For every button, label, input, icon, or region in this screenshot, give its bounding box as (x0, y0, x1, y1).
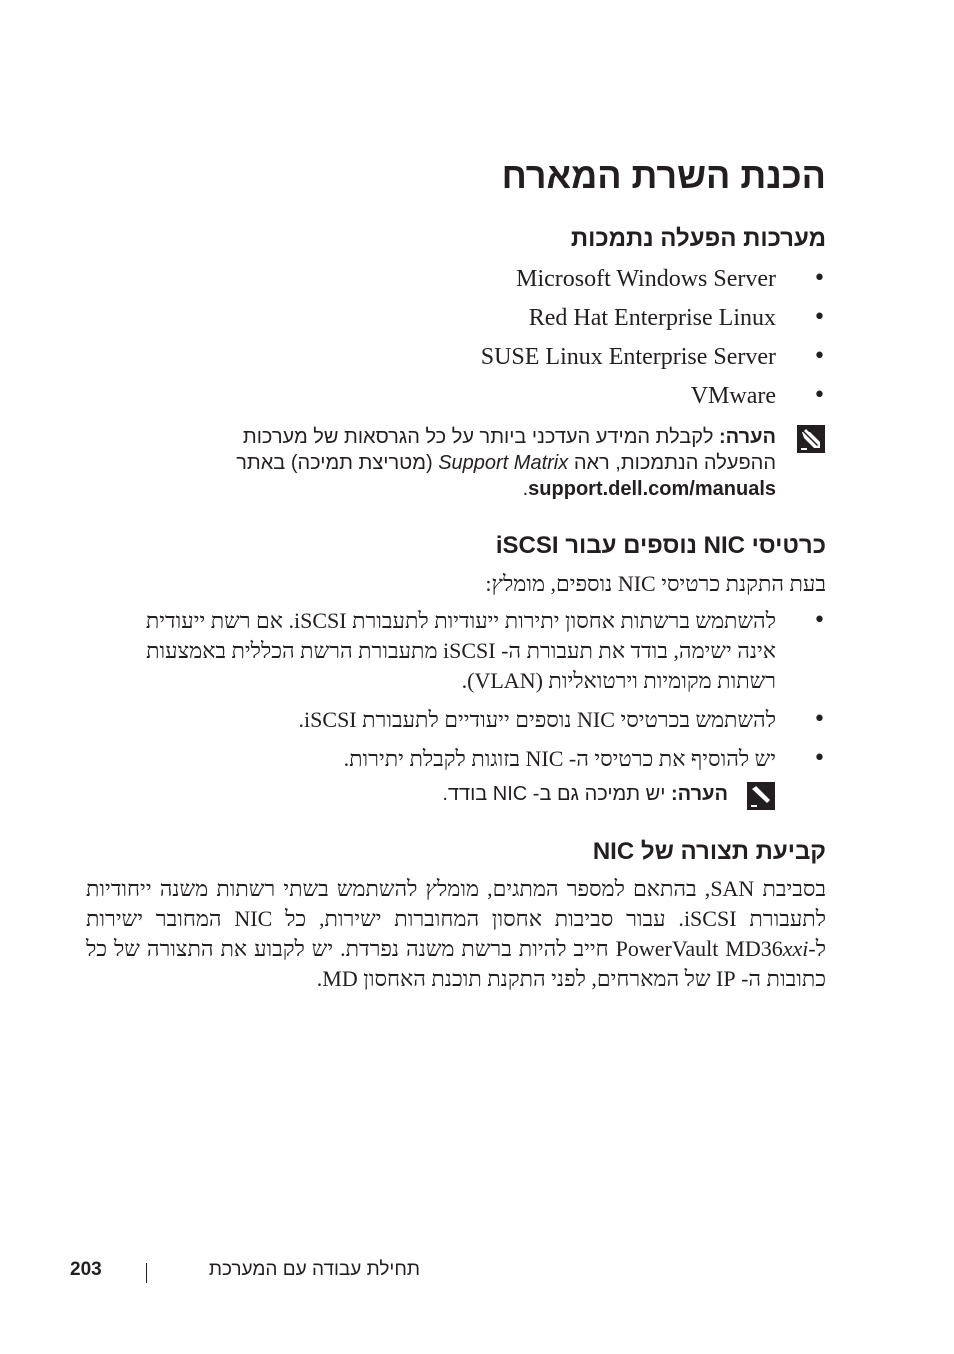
list-item-text: Red Hat Enterprise Linux (528, 305, 776, 331)
page-title: הכנת השרת המארח (501, 155, 826, 196)
note-pencil-icon (796, 424, 826, 454)
bullet-icon: • (813, 383, 826, 408)
manuals-link[interactable]: support.dell.com/manuals (528, 478, 776, 500)
note-label: הערה: (671, 783, 728, 805)
model-prefix: PowerVault MD36 (615, 936, 783, 961)
nic-config-paragraph (86, 874, 826, 994)
list-item-text: Microsoft Windows Server (516, 266, 776, 292)
list-item (126, 705, 826, 735)
bullet-icon: • (813, 746, 826, 771)
list-item-text: להשתמש ברשתות אחסון יתירות ייעודיות לתעבורת iSCSI. אם רשת ייעודית אינה ישימה, בודד את תעבורת ה- iSCSI מתעבורת הרשת הכללית באמצעות רשתות מקומיות וירטואליות (VLAN). (145, 608, 776, 693)
list-item (126, 744, 826, 774)
bullet-icon: • (813, 707, 826, 732)
list-item (426, 379, 826, 418)
support-matrix-name: Support Matrix (438, 452, 569, 474)
model-suffix: xxi (782, 936, 809, 961)
page-number: 203 (70, 1259, 102, 1280)
list-item-text: להשתמש בכרטיסי NIC נוספים ייעודיים לתעבורת iSCSI. (298, 707, 776, 732)
note-text: יש תמיכה גם ב- NIC בודד. (442, 783, 666, 805)
os-list (426, 262, 826, 418)
nic-recommendation-list (126, 606, 826, 783)
note-os-support (196, 424, 826, 502)
section-heading-supported-os: מערכות הפעלה נתמכות (570, 225, 826, 252)
footer-divider (146, 1263, 147, 1283)
note-label: הערה: (719, 426, 776, 448)
note-text-after: (מטריצת תמיכה) באתר (236, 452, 433, 474)
bullet-icon: • (813, 608, 826, 633)
bullet-icon: • (813, 266, 826, 291)
list-item (426, 262, 826, 301)
list-item-text: VMware (690, 383, 776, 409)
note-pencil-icon (746, 781, 776, 811)
note-period: . (522, 478, 529, 500)
section-heading-additional-nics: כרטיסי NIC נוספים עבור iSCSI (495, 532, 826, 559)
model-name (616, 936, 809, 961)
section-heading-nic-config: קביעת תצורה של NIC (592, 838, 826, 865)
footer-chapter-title: תחילת עבודה עם המערכת (208, 1259, 420, 1280)
list-item-text: יש להוסיף את כרטיסי ה- NIC בזוגות לקבלת יתירות. (343, 746, 776, 771)
list-item-text: SUSE Linux Enterprise Server (480, 344, 776, 370)
bullet-icon: • (813, 305, 826, 330)
bullet-icon: • (813, 344, 826, 369)
note-text: לקבלת המידע העדכני ביותר על כל הגרסאות של מערכות ההפעלה הנתמכות, ראה (242, 426, 776, 474)
paragraph-text-after: חייב להיות ברשת משנה נפרדת. יש לקבוע את התצורה של כל כתובות ה- IP של המארחים, לפני התקנת תוכנת האחסון MD. (86, 936, 826, 991)
list-item (426, 340, 826, 379)
note-single-nic (176, 781, 776, 807)
nic-intro-text: בעת התקנת כרטיסי NIC נוספים, מומלץ: (485, 571, 826, 596)
list-item (126, 606, 826, 696)
paragraph-text-before: בסביבת SAN, בהתאם למספר המתגים, מומלץ להשתמש בשתי רשתות משנה ייחודיות לתעבורת iSCSI. עבור סביבות אחסון המחוברות ישירות, כל NIC המחובר ישירות ל- (86, 876, 827, 961)
list-item (426, 301, 826, 340)
page-footer (70, 1259, 470, 1289)
